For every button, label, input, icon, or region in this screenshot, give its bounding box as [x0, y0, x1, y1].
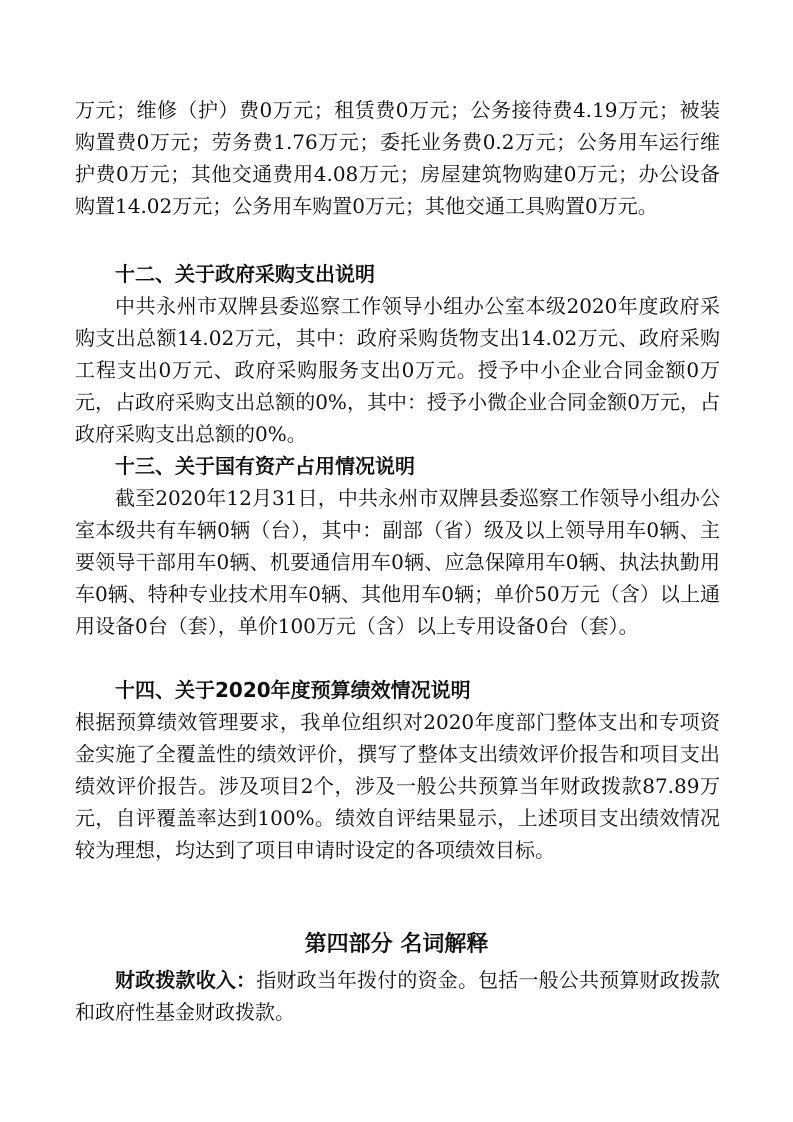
section-13-heading: 十三、关于国有资产占用情况说明 [115, 454, 415, 478]
term-text: 指财政当年拨付的资金。包括一般公共预算财政拨款和政府性基金财政拨款。 [75, 968, 721, 1024]
term-definition-paragraph [75, 964, 720, 1028]
term-label: 财政拨款收入： [115, 968, 257, 992]
section-12-body: 中共永州市双牌县委巡察工作领导小组办公室本级2020年度政府采购支出总额14.02万元，其中：政府采购货物支出14.02万元、政府采购工程支出0万元、政府采购服务支出0万元。授予中小企业合同金额0万元，占政府采购支出总额的0%，其中：授予小微企业合同金额0万元，占政府采购支出总额的0%。 [75, 294, 720, 446]
expense-continuation-paragraph: 万元；维修（护）费0万元；租赁费0万元；公务接待费4.19万元；被装购置费0万元；劳务费1.76万元；委托业务费0.2万元；公务用车运行维护费0万元；其他交通费用4.08万元；房屋建筑物购建0万元；办公设备购置14.02万元；公务用车购置0万元；其他交通工具购置0万元。 [75, 98, 720, 218]
section-14-body: 根据预算绩效管理要求，我单位组织对2020年度部门整体支出和专项资金实施了全覆盖性的绩效评价，撰写了整体支出绩效评价报告和项目支出绩效评价报告。涉及项目2个，涉及一般公共预算当年财政拨款87.89万元，自评覆盖率达到100%。绩效自评结果显示，上述项目支出绩效情况较为理想，均达到了项目申请时设定的各项绩效目标。 [75, 710, 720, 862]
section-14-heading: 十四、关于2020年度预算绩效情况说明 [115, 678, 471, 702]
section-12-heading: 十二、关于政府采购支出说明 [115, 262, 375, 286]
part-4-title: 第四部分 名词解释 [304, 932, 489, 957]
section-13-body: 截至2020年12月31日，中共永州市双牌县委巡察工作领导小组办公室本级共有车辆0辆（台），其中：副部（省）级及以上领导用车0辆、主要领导干部用车0辆、机要通信用车0辆、应急保障用车0辆、执法执勤用车0辆、特种专业技术用车0辆、其他用车0辆；单价50万元（含）以上通用设备0台（套），单价100万元（含）以上专用设备0台（套）。 [75, 486, 720, 638]
